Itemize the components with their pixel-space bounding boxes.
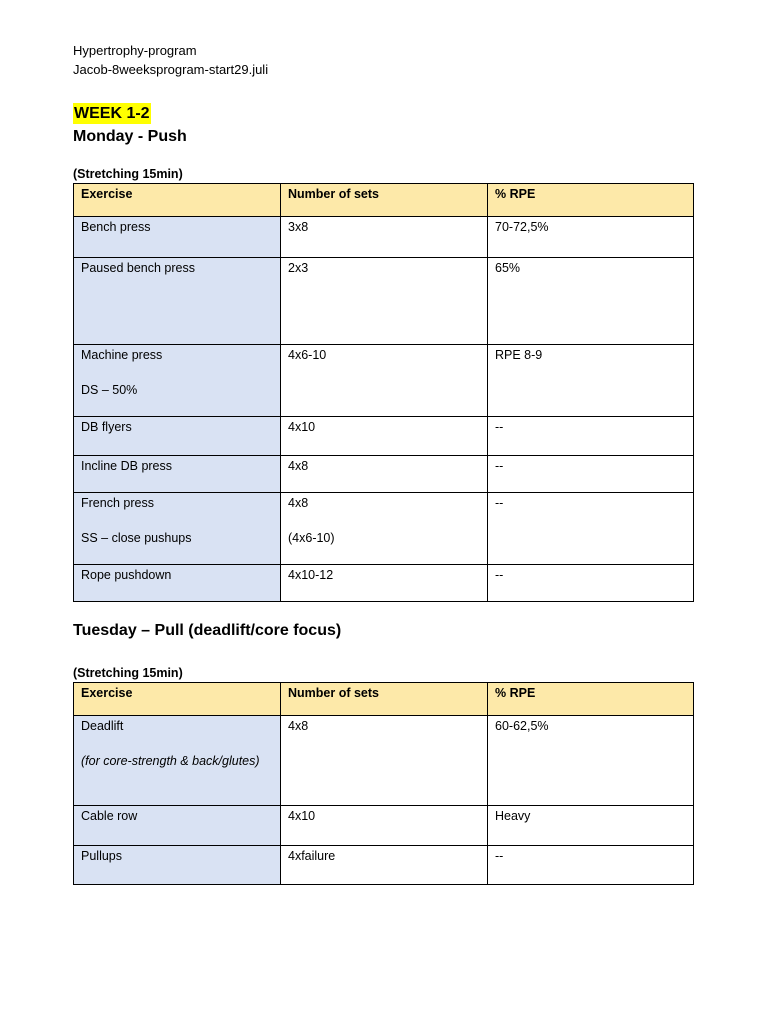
table-header-row (74, 683, 694, 716)
table-row (74, 456, 694, 493)
exercise-cell: Incline DB press (74, 456, 281, 493)
monday-title: Monday - Push (73, 128, 187, 145)
sets-cell: 4x8 (281, 716, 488, 806)
exercise-name: French press (81, 496, 154, 510)
table-row (74, 417, 694, 456)
monday-table (73, 183, 694, 602)
exercise-note: (for core-strength & back/glutes) (81, 754, 260, 768)
rpe-cell: -- (488, 565, 694, 602)
exercise-cell: Pullups (74, 846, 281, 885)
sets-cell: 2x3 (281, 258, 488, 345)
exercise-cell: Paused bench press (74, 258, 281, 345)
rpe-cell: 60-62,5% (488, 716, 694, 806)
table-row (74, 846, 694, 885)
exercise-name: Deadlift (81, 719, 124, 733)
sets-note: (4x6-10) (288, 531, 335, 545)
week-label: WEEK 1-2 (74, 105, 150, 122)
exercise-cell (74, 493, 281, 565)
sets-cell: 4x8 (281, 456, 488, 493)
column-header-rpe: % RPE (488, 184, 694, 217)
sets-cell: 4x10 (281, 417, 488, 456)
exercise-cell (74, 345, 281, 417)
tuesday-stretching-note: (Stretching 15min) (73, 666, 183, 680)
table-row (74, 806, 694, 846)
tuesday-title: Tuesday – Pull (deadlift/core focus) (73, 622, 342, 639)
tuesday-table (73, 682, 694, 885)
sets-cell: 4x10 (281, 806, 488, 846)
column-header-rpe: % RPE (488, 683, 694, 716)
table-row (74, 493, 694, 565)
column-header-exercise: Exercise (74, 184, 281, 217)
monday-stretching-note: (Stretching 15min) (73, 167, 183, 181)
rpe-cell: 65% (488, 258, 694, 345)
exercise-note: SS – close pushups (81, 531, 192, 545)
sets-cell: 4x10-12 (281, 565, 488, 602)
sets-cell: 4x6-10 (281, 345, 488, 417)
rpe-cell: RPE 8-9 (488, 345, 694, 417)
table-row (74, 258, 694, 345)
table-row (74, 217, 694, 258)
sets-cell: 4xfailure (281, 846, 488, 885)
exercise-note: DS – 50% (81, 383, 138, 397)
table-row (74, 345, 694, 417)
exercise-cell: DB flyers (74, 417, 281, 456)
table-row (74, 716, 694, 806)
exercise-cell: Rope pushdown (74, 565, 281, 602)
rpe-cell: -- (488, 493, 694, 565)
sets-value: 4x8 (288, 496, 309, 510)
column-header-sets: Number of sets (281, 184, 488, 217)
rpe-cell: Heavy (488, 806, 694, 846)
exercise-cell: Bench press (74, 217, 281, 258)
program-subtitle: Jacob-8weeksprogram-start29.juli (73, 62, 269, 77)
rpe-cell: -- (488, 846, 694, 885)
table-row (74, 565, 694, 602)
sets-cell: 3x8 (281, 217, 488, 258)
program-title: Hypertrophy-program (73, 43, 197, 58)
exercise-name: Machine press (81, 348, 163, 362)
table-header-row (74, 184, 694, 217)
exercise-cell (74, 716, 281, 806)
column-header-exercise: Exercise (74, 683, 281, 716)
rpe-cell: -- (488, 456, 694, 493)
rpe-cell: 70-72,5% (488, 217, 694, 258)
sets-cell (281, 493, 488, 565)
rpe-cell: -- (488, 417, 694, 456)
column-header-sets: Number of sets (281, 683, 488, 716)
exercise-cell: Cable row (74, 806, 281, 846)
